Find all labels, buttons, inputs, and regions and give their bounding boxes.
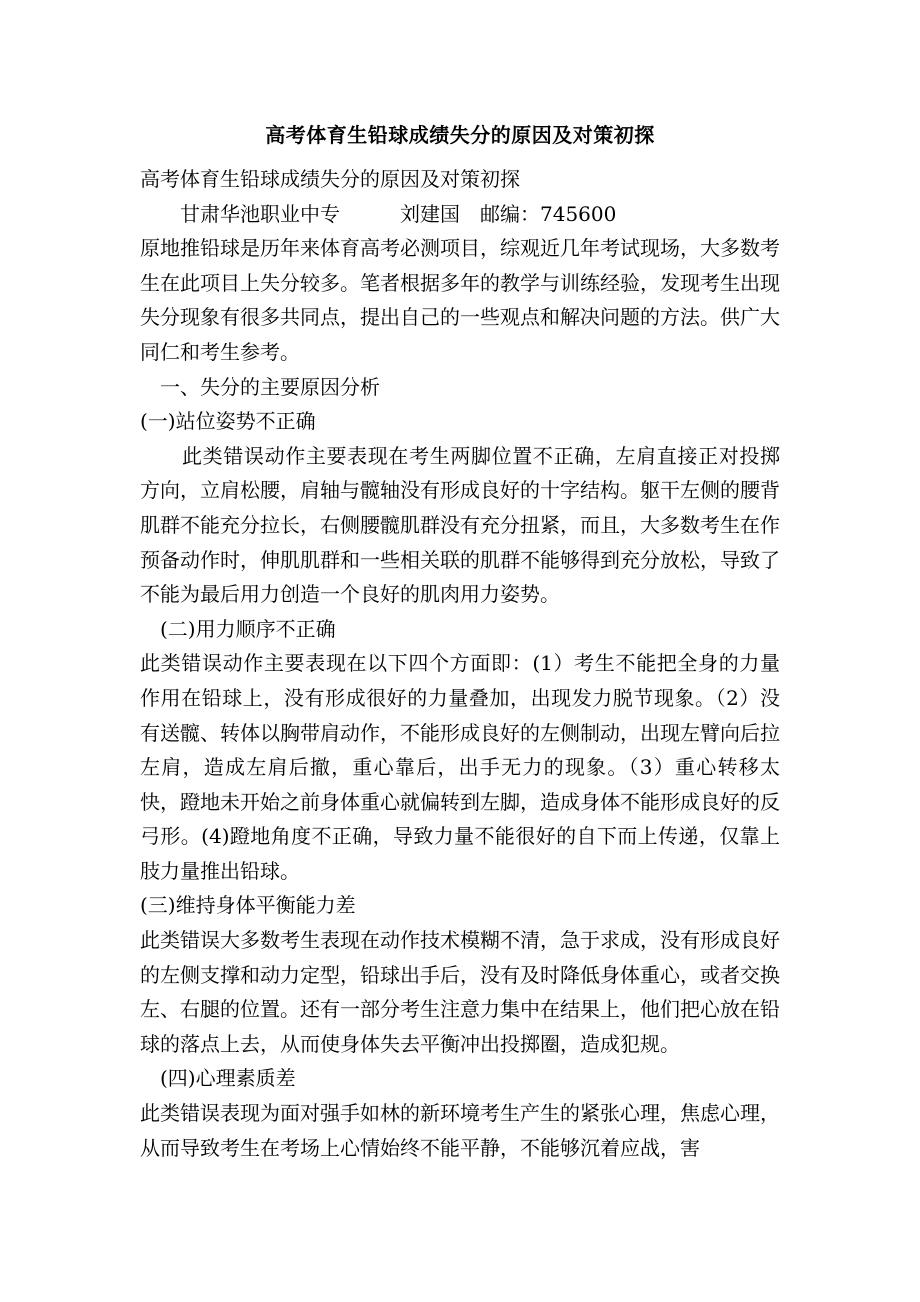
subsection-heading-2: (二)用力顺序不正确 bbox=[160, 616, 336, 641]
intro-paragraph: 原地推铅球是历年来体育高考必测项目，综观近几年考试现场，大多数考生在此项目上失分较多。笔者根据多年的教学与训练经验，发现考生出现失分现象有很多共同点，提出自己的一些观点和解决问题的方法。供广大同仁和考生参考。 bbox=[140, 236, 780, 364]
subsection-paragraph-4: 此类错误表现为面对强手如林的新环境考生产生的紧张心理，焦虑心理，从而导致考生在考场上心情始终不能平静，不能够沉着应战，害 bbox=[140, 1101, 780, 1160]
subsection-heading-3: (三)维持身体平衡能力差 bbox=[140, 893, 356, 918]
subsection-heading-1: (一)站位姿势不正确 bbox=[140, 409, 316, 434]
section-heading-1: 一、失分的主要原因分析 bbox=[160, 374, 380, 399]
subtitle: 高考体育生铅球成绩失分的原因及对策初探 bbox=[140, 167, 520, 191]
subsection-paragraph-3: 此类错误大多数考生表现在动作技术模糊不清，急于求成，没有形成良好的左侧支撑和动力定型，铅球出手后，没有及时降低身体重心，或者交换左、右腿的位置。还有一部分考生注意力集中在结果上，他们把心放在铅球的落点上去，从而使身体失去平衡冲出投掷圈，造成犯规。 bbox=[140, 928, 780, 1056]
subsection-paragraph-1: 此类错误动作主要表现在考生两脚位置不正确，左肩直接正对投掷方向，立肩松腰，肩轴与髋轴没有形成良好的十字结构。躯干左侧的腰背肌群不能充分拉长，右侧腰髋肌群没有充分扭紧，而且，大多数考生在作预备动作时，伸肌肌群和一些相关联的肌群不能够得到充分放松，导致了 不能为最后用力创造一个良好的肌肉用力姿势。 bbox=[140, 443, 780, 607]
document-title: 高考体育生铅球成绩失分的原因及对策初探 bbox=[265, 123, 655, 147]
document-body bbox=[140, 162, 780, 1165]
subsection-heading-4: (四)心理素质差 bbox=[160, 1066, 296, 1091]
subsection-paragraph-2: 此类错误动作主要表现在以下四个方面即：(1）考生不能把全身的力量作用在铅球上，没有形成很好的力量叠加，出现发力脱节现象。（2）没有送髋、转体以胸带肩动作，不能形成良好的左侧制动，出现左臂向后拉左肩，造成左肩后撤，重心靠后，出手无力的现象。（3）重心转移太快，蹬地未开始之前身体重心就偏转到左脚，造成身体不能形成良好的反弓形。(4)蹬地角度不正确，导致力量不能很好的自下而上传递，仅靠上肢力量推出铅球。 bbox=[140, 651, 780, 883]
author-line: 甘肃华池职业中专 刘建国 邮编：745600 bbox=[180, 201, 617, 226]
